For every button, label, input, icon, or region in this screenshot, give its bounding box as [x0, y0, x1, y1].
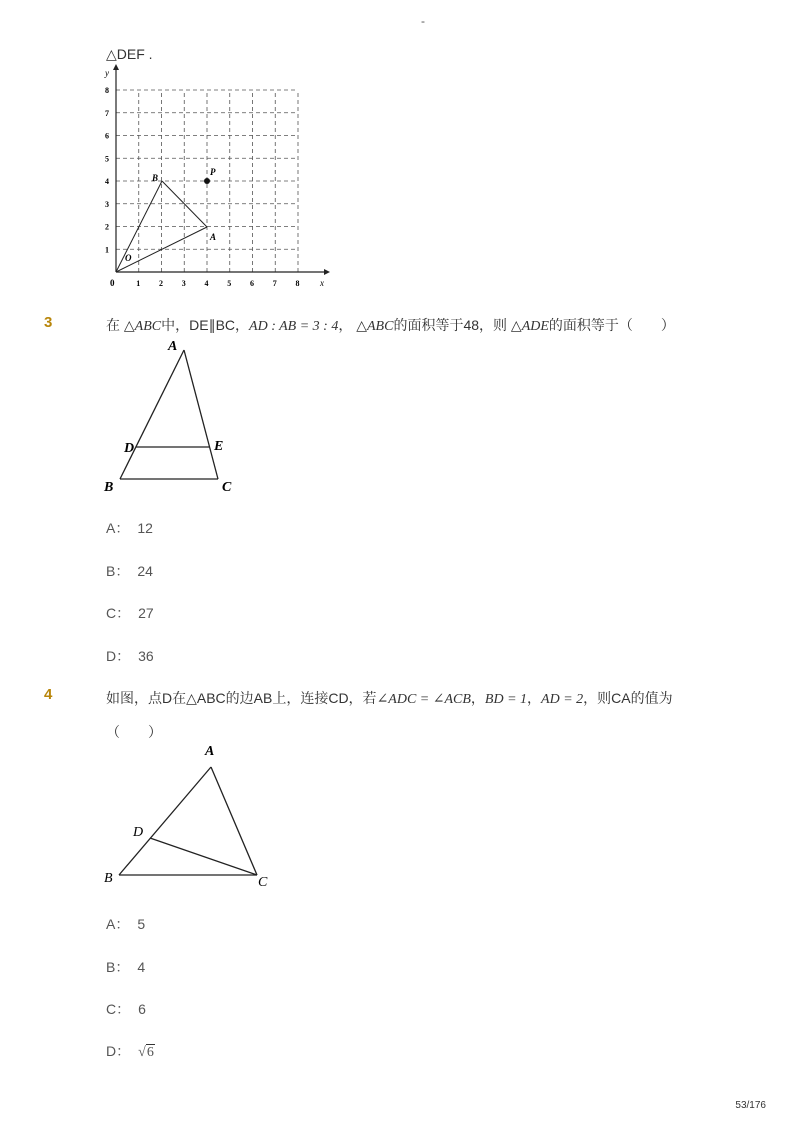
y-tick-label: 2: [105, 222, 109, 232]
point-P-dot: [204, 178, 210, 184]
y-tick-label: 8: [105, 86, 109, 95]
x-tick-label: 2: [159, 279, 163, 288]
x-tick-label: 1: [136, 279, 141, 288]
q3-text-3: ，: [338, 317, 353, 333]
y-tick-label: 5: [105, 154, 109, 164]
y-tick-label: 4: [105, 177, 109, 186]
q3-text-1: 在: [106, 317, 120, 333]
origin-label: 0: [110, 278, 115, 288]
q3-text-2: 中，DE∥BC，: [161, 317, 250, 333]
q3-abc: ABC: [134, 319, 162, 334]
q3-option-a[interactable]: A： 12: [106, 520, 153, 536]
q3-option-c[interactable]: C： 27: [106, 605, 154, 621]
q3-ratio: AD : AB = 3 : 4: [249, 319, 339, 334]
x-axis-arrow: [324, 269, 330, 275]
page-number: 53/176: [735, 1100, 766, 1111]
x-tick-labels: [136, 279, 299, 288]
q4-option-b[interactable]: B： 4: [106, 959, 146, 975]
q4-text-1: 如图，点D在△ABC的边AB上，连接CD，若: [106, 690, 377, 706]
previous-question-tail: △DEF .: [106, 46, 153, 62]
q4-label-B: B: [104, 871, 113, 886]
q4-side-AB: [119, 767, 211, 875]
y-tick-labels: [105, 86, 109, 254]
x-axis-label: x: [320, 278, 324, 288]
q4-cond-1: ∠ADC = ∠ACB: [376, 692, 471, 707]
question-4-text: [106, 688, 673, 708]
x-tick-label: 3: [181, 279, 186, 288]
question-4-blank: （ ）: [106, 724, 162, 740]
q4-label-C: C: [258, 875, 268, 890]
q3-ade: ADE: [521, 319, 549, 334]
x-tick-label: 8: [295, 279, 300, 288]
q4-cond-3: AD = 2: [541, 692, 584, 707]
q4-sep-1: ，: [470, 690, 485, 706]
label-O: O: [125, 253, 132, 263]
y-tick-label: 1: [105, 245, 109, 255]
question-3-number: 3: [44, 314, 53, 331]
q3-triangle-2: △: [356, 317, 367, 333]
q3-triangle-figure: [100, 336, 250, 498]
q4-text-2: ，则CA的值为: [583, 690, 673, 706]
label-P: P: [210, 167, 216, 177]
x-tick-label: 5: [227, 279, 232, 288]
q3-triangle-3: △: [510, 317, 522, 333]
q4-sep-2: ，: [527, 690, 542, 706]
q4-side-AC: [211, 767, 257, 875]
q3-text-5: 的面积等于（ ）: [548, 317, 675, 333]
question-4-number: 4: [44, 686, 53, 703]
q3-side-AB: [120, 350, 184, 479]
x-tick-label: 4: [204, 279, 209, 288]
q4-label-A: A: [205, 744, 215, 759]
y-tick-label: 7: [105, 108, 109, 118]
sqrt-symbol: √6: [138, 1045, 154, 1060]
q3-label-B: B: [104, 480, 114, 495]
q3-label-C: C: [222, 480, 232, 495]
q3-label-D: D: [124, 441, 135, 456]
q4-option-a[interactable]: A： 5: [106, 916, 146, 932]
q3-label-A: A: [168, 339, 178, 354]
question-3-text: [106, 315, 675, 335]
q3-text-4: 的面积等于48，则: [393, 317, 508, 333]
q3-abc-2: ABC: [367, 319, 394, 334]
q4-segment-DC: [150, 838, 257, 875]
y-tick-label: 6: [105, 131, 109, 141]
q3-option-b[interactable]: B： 24: [106, 563, 153, 579]
q3-option-d[interactable]: D： 36: [106, 648, 154, 664]
q3-label-E: E: [214, 439, 224, 454]
q4-triangle-figure: [100, 740, 280, 892]
x-tick-label: 6: [250, 279, 254, 288]
y-axis-label: y: [105, 68, 109, 78]
q4-option-c[interactable]: C： 6: [106, 1001, 146, 1017]
q3-side-AC: [184, 350, 218, 479]
label-A: A: [210, 232, 217, 242]
q4-option-d[interactable]: D： √6: [106, 1043, 154, 1060]
q4-cond-2: BD = 1: [484, 692, 528, 707]
y-axis-arrow: [113, 64, 119, 70]
label-B: B: [152, 173, 159, 183]
coordinate-grid-figure: [96, 64, 336, 294]
y-tick-label: 3: [105, 199, 109, 209]
header-mark: -: [421, 14, 425, 28]
q3-triangle-1: △: [123, 317, 135, 333]
x-tick-label: 7: [272, 279, 277, 288]
q4-label-D: D: [133, 825, 144, 840]
